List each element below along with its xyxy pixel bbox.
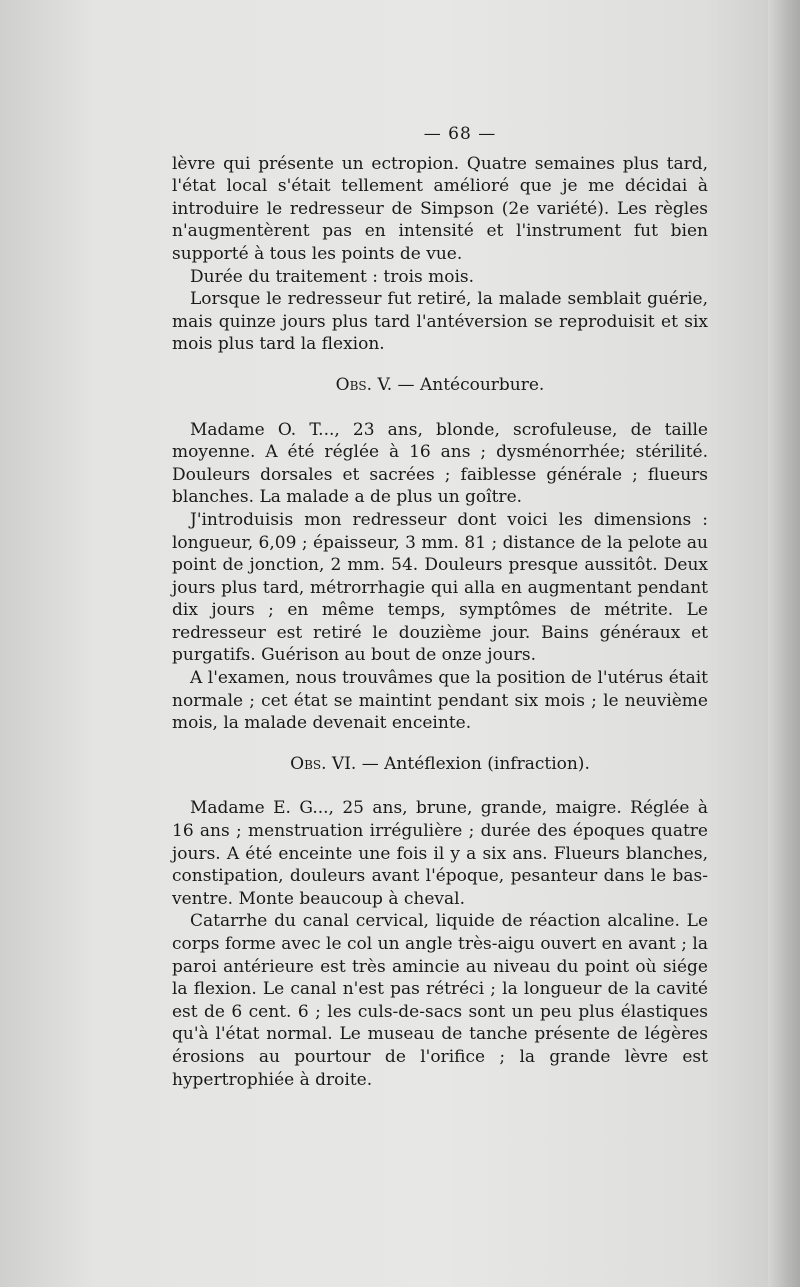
paragraph: Madame E. G..., 25 ans, brune, grande, maigre. Réglée à 16 ans ; menstruation irrégulière ; durée des époques quatre jours. A été enceinte une fois il y a six ans. Flueurs blanches, constipation, douleurs avant l'époque, pesanteur dans le bas-ventre. Monte beaucoup à cheval.	[172, 798, 708, 909]
section-heading-obs5	[172, 374, 708, 397]
paragraph: Catarrhe du canal cervical, liquide de réaction alcaline. Le corps forme avec le col un angle très-aigu ouvert en avant ; la paroi antérieure est très amincie au niveau du point où siége la flexion. Le canal n'est pas rétréci ; la longueur de la cavité est de 6 cent. 6 ; les culs-de-sacs sont un peu plus élastiques qu'à l'état normal. Le museau de tanche présente de légères érosions au pourtour de l'orifice ; la grande lèvre est hypertrophiée à droite.	[172, 911, 708, 1090]
section-heading-obs6	[172, 753, 708, 776]
paragraph: Madame O. T..., 23 ans, blonde, scrofuleuse, de taille moyenne. A été réglée à 16 ans ; dysménorrhée; stérilité. Douleurs dorsales et sacrées ; faiblesse générale ; flueurs blanches. La malade a de plus un goître.	[172, 419, 708, 508]
paragraph: Lorsque le redresseur fut retiré, la malade semblait guérie, mais quinze jours plus tard l'antéversion se reproduisit et six mois plus tard la flexion.	[172, 289, 708, 355]
paragraph: A l'examen, nous trouvâmes que la position de l'utérus était normale ; cet état se maintint pendant six mois ; le neuvième mois, la malade devenait enceinte.	[172, 668, 708, 734]
paragraph: Durée du traitement : trois mois.	[190, 266, 475, 287]
heading-label: Obs. V.	[335, 374, 393, 395]
paragraph: lèvre qui présente un ectropion. Quatre semaines plus tard, l'état local s'était tellement amélioré que je me décidai à introduire le redresseur de Simpson (2e variété). Les règles n'augmentèrent pas en intensité et l'instrument fut bien supporté à tous les points de vue.	[172, 153, 708, 264]
page-text	[172, 123, 708, 1091]
heading-title: — Antécourbure.	[392, 374, 545, 395]
heading-title: — Antéflexion (infraction).	[356, 753, 590, 774]
page-number: — 68 —	[423, 124, 497, 144]
paragraph: J'introduisis mon redresseur dont voici les dimensions : longueur, 6,09 ; épaisseur, 3 mm. 81 ; distance de la pelote au point de jonction, 2 mm. 54. Douleurs presque aussitôt. Deux jours plus tard, métrorrhagie qui alla en augmentant pendant dix jours ; en même temps, symptômes de métrite. Le redresseur est retiré le douzième jour. Bains généraux et purgatifs. Guérison au bout de onze jours.	[172, 509, 708, 666]
page-edge	[768, 0, 800, 1287]
heading-label: Obs. VI.	[290, 753, 357, 774]
